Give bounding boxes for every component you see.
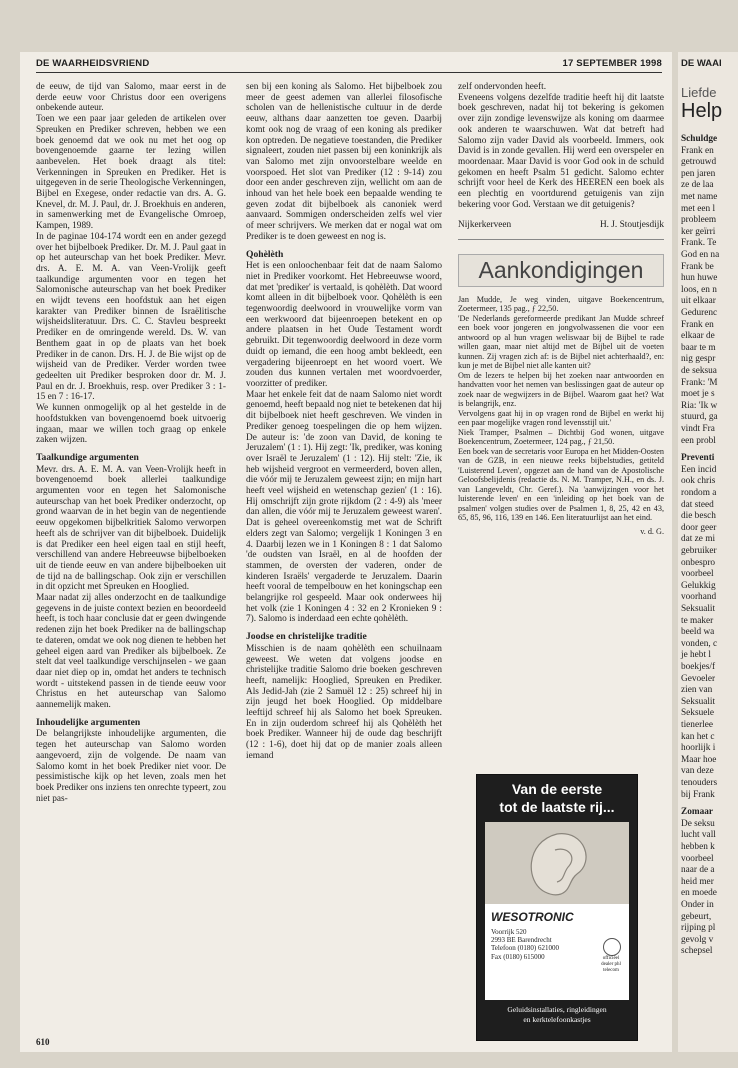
paragraph: Maar het enkele feit dat de naam Salomo niet wordt genoemd, heeft bepaald nog niet te betekenen dat hij dit bijbelboek niet heeft geschreven. We vinden in Prediker genoeg toespelingen die op hem wijzen. De auteur is: 'de zoon van David, de koning te Jeruzalem' (1 : 1). Hij zegt: 'Ik, prediker, was koning over Israël te Jeruzalem' (1 : 12). Hij stelt: 'Zie, ik heb wijsheid vergroot en vermeerderd, boven allen, die vóór mij te Jeruzalem geweest zijn; en mijn hart heeft veel wijsheid en wetenschap gezien' (1 : 16). Hij omschrijft zijn grote rijkdom (2 : 4-9) als 'meer dan allen, die vóór mij te Jeruzalem geweest waren'. Dat is geheel overeenkomstig met wat de Schrift elders zegt van Salomo; vergelijk 1 Koningen 3 en 4. Daarbij lezen we in 1 Koningen 8 : 1 dat Salomo 'de oudsten van Israël, en al de hoofden der stammen, de oversten der vaderen, onder de kinderen Israëls' vergaderde te Jeruzalem. Daarin heeft vooral de tempelbouw en het koningschap een belangrijke rol gespeeld. Maar ook onderwees hij het volk (zie 1 Koningen 4 : 32 en 2 Kronieken 9 : 7). Salomo is inderdaad een echte qohèlèth. xyxy=(246,389,442,625)
announcements xyxy=(458,295,664,538)
next-page-line: tenouders xyxy=(681,778,718,788)
paragraph: In de paginae 104-174 wordt een en ander gezegd over het bijbelboek Prediker. Dr. M. J. Paul gaat in op het auteurschap van het boek Prediker. Mevr. drs. A. E. M. A. van Veen-Vrolijk geeft taalkundige argumenten voor en tegen het Salomonische auteurschap van het boek Prediker en wijdt tevens een hoofdstuk aan het eigen karakter van Prediker binnen de Israëlitische wijsheidsliteratuur. Drs. C. C. Stavleu bespreekt Prediker en de omringende wereld. Ds. W. van Benthem gaat in op de plaats van het boek Prediker in de canon. Drs. H. J. de Bie wijst op de wijsheid van de Prediker. Verder worden twee gedeelten uit Prediker besproken door dr. M. J. Paul en dr. J. Broekhuis, resp. over Prediker 3 : 1-15 en 7 : 16-17. xyxy=(36,231,226,403)
next-page-line: bij Frank xyxy=(681,789,715,800)
announcement-item: Jan Mudde, Je weg vinden, uitgave Boekencentrum, Zoetermeer, 135 pag., ƒ 22,50. xyxy=(458,294,664,314)
next-page-line: je hebt l xyxy=(681,650,711,661)
announcements-title: Aankondigingen xyxy=(458,254,664,287)
next-page-line: nig gespr xyxy=(681,354,716,365)
next-page-line: Seksuele xyxy=(681,708,715,719)
brand-logo: WESOTRONIC xyxy=(491,910,574,924)
next-page-line: en moede xyxy=(681,888,717,899)
column-3 xyxy=(458,82,664,538)
column-2 xyxy=(246,82,442,762)
next-page-line: vindt Fra xyxy=(681,424,715,434)
next-page-line: loos, en n xyxy=(681,284,717,295)
next-page-line: voorbeel xyxy=(681,569,714,580)
paragraph: De belangrijkste inhoudelijke argumenten, die tegen het auteurschap van Salomo worden aangevoerd, zijn de volgende. De naam van Salomo komt in het boek Prediker niet voor. De pessimistische kijk op het leven, zoals men het boek Prediker ons inziens ten onrechte typeert, zou niet pas- xyxy=(36,729,227,804)
next-page-line: Gelukkig xyxy=(681,580,716,591)
announcement-item: 'De Nederlands gereformeerde predikant Jan Mudde schreef een boek voor jongeren en jongvolwassenen die voor een antwoord op al hun vragen weliswaar bij de Bijbel te rade willen gaan, maar niet altijd met de Bijbel uit de voeten kunnen. Zij vragen zich af: is de Bijbel niet achterhaald?, en: kun je met de Bijbel niet alle kanten uit? xyxy=(458,313,664,371)
next-page-line: onbespro xyxy=(681,557,716,568)
ad-headline-line: Van de eerste xyxy=(511,781,603,797)
paragraph: de eeuw, de tijd van Salomo, maar eerst in de derde eeuw voor Christus door een overigens onbekende auteur. xyxy=(36,82,226,114)
next-page-line: gebruiker xyxy=(681,546,717,556)
next-page-line: Schuldge xyxy=(681,134,718,144)
paragraph: Mevr. drs. A. E. M. A. van Veen-Vrolijk heeft in bovengenoemd boek allerlei taalkundige argumenten voor en tegen het Salomonische auteurschap van het boek Prediker onderzocht, op grond waarvan de in het begin van de negentiende eeuw opgekomen bijbelkritiek Salomo verworpen heeft als de schrijver van dit bijbelboek. Duidelijk is dat Prediker een heel eigen taal en stijl heeft, verschillend van andere Hebreeuwse bijbelboeken uit de tiende eeuw en van andere bijbelboeken uit de tijd na de ballingschap. Ook zijn er verschillen in dit opzicht met Spreuken en Hooglied. xyxy=(36,464,226,593)
next-page-line: Liefde xyxy=(681,85,717,100)
next-page-line: hebben k xyxy=(681,842,715,852)
next-page-line: uit elkaar xyxy=(681,296,716,307)
next-page-line: Maar hoe xyxy=(681,754,717,765)
next-page-line: boekjes/f xyxy=(681,662,716,672)
ad-headline xyxy=(477,775,637,816)
ad-headline-line: tot de laatste rij... xyxy=(499,799,615,815)
next-page-line: ze de laa xyxy=(681,180,714,191)
signature-place: Nijkerkerveen xyxy=(458,220,512,231)
address-line: Telefoon (0180) 621000 xyxy=(491,944,559,953)
ad-footer-line: Geluidsinstallaties, ringleidingen xyxy=(507,1005,607,1014)
next-page-line: lucht vall xyxy=(681,830,716,841)
next-page-line: Frank en xyxy=(681,145,714,156)
next-page-line: Zomaar xyxy=(681,807,714,818)
next-page-line: schepsel xyxy=(681,946,713,957)
next-page-line: baar te m xyxy=(681,342,716,353)
announcement-item: Vervolgens gaat hij in op vragen rond de Bijbel en werkt hij een paar mogelijke vragen rond levensstijl uit.' xyxy=(458,408,664,428)
next-page-line: Frank. Te xyxy=(681,238,717,249)
next-page-header: DE WAAI xyxy=(681,58,722,69)
next-page-line: te maker xyxy=(681,615,714,626)
paragraph: zelf ondervonden heeft. xyxy=(458,82,547,92)
next-page-line: Frank en xyxy=(681,319,714,330)
next-page-line: dat steed xyxy=(681,499,714,510)
dealer-seal-icon xyxy=(603,938,621,956)
paragraph: Het is een onloochenbaar feit dat de naam Salomo niet in Prediker voorkomt. Het Hebreeuwse woord, dat met 'prediker' is vertaald, is qohèlèth. Dat woord komt alleen in dit bijbelboek voor. Qohèlèth is een tegenwoordig deelwoord in vrouwelijke vorm van een werkwoord dat bijeenroepen betekent en op andere plaatsen in het Oude Testament wordt gebruikt. Dit tegenwoordig deelwoord in deze vorm duidt op iemand, die een hoog ambt bekleedt, een vergadering bijeenroept en het woord voert. We zouden dus kunnen vertalen met woordvoerder, voorzitter of prediker. xyxy=(246,261,442,389)
next-page-edge xyxy=(678,52,738,1052)
next-page-line: ker geïrri xyxy=(681,226,716,237)
next-page-line: elkaar de xyxy=(681,331,715,342)
next-page-line: ook chris xyxy=(681,476,716,487)
next-page-line: Frank be xyxy=(681,261,714,272)
paragraph: Toen we een paar jaar geleden de artikelen over Spreuken en Prediker schreven, hebben we een boek genoemd dat we ook nu met het oog op bovengenoemde gaarne ter lezing willen aanbevelen. Het boek draagt als titel: Verkenningen in Spreuken en Prediker. Het is uitgegeven in de serie Theologische Verkenningen, Bijbel en Exegese, onder redactie van drs. A. G. Knevel, dr. M. J. Paul, dr. J. Broekhuis en anderen, in samenwerking met de Evangelische Omroep, Kampen, 1989. xyxy=(36,114,226,232)
address-line: Fax (0180) 615000 xyxy=(491,952,545,961)
next-page-line: dat ze mi xyxy=(681,534,716,545)
ear-image xyxy=(485,822,629,904)
next-page-line: Gedurenc xyxy=(681,308,718,318)
paragraph: Misschien is de naam qohèlèth een schuilnaam geweest. We weten dat volgens joodse en christelijke traditie Salomo drie boeken geschreven heeft, namelijk: Hooglied, Spreuken en Prediker. Als Jedid-Jah (zie 2 Samuël 12 : 25) schreef hij in zijn jeugd het boek Hooglied. Op middelbare leeftijd schreef hij als Salomo het boek Spreuken. En in zijn ouderdom schreef hij als Qohèlèth het boek Prediker. Wanneer hij de oude dag beschrijft (12 : 1-6), doet hij dat op de manier zoals alleen iemand xyxy=(246,643,442,761)
next-page-line: rondom a xyxy=(681,488,717,498)
next-page-line: kan het c xyxy=(681,731,715,742)
dealer-seal-text: officiëel dealer phl telecom xyxy=(601,956,621,973)
publication-name: DE WAARHEIDSVRIEND xyxy=(36,58,150,69)
next-page-line: pen jaren xyxy=(681,168,716,179)
next-page-line: hun huwe xyxy=(681,273,718,284)
advertisement xyxy=(476,774,638,1041)
announcement-item: Om de lezers te helpen bij het zoeken naar antwoorden en handvatten voor het nemen van beslissingen gaat de auteur op zoek naar de wegwijzers in de Bijbel. Waarom gaat het? Wat is belangrijk, enz. xyxy=(458,370,664,409)
next-page-line: de seksua xyxy=(681,366,717,376)
next-page-line: Frank: 'M xyxy=(681,377,718,388)
announcement-item: Een boek van de secretaris voor Europa en het Midden-Oosten van de GZB, in een nieuwe reeks bijbelstudies, getiteld 'Luisterend Leven', opgezet aan de hand van de Apostolische Geloofsbelijdenis (redactie ds. N. M. Tramper, N.H., en ds. J. van Langeveldt, Chr. Geref.). Na 'aanwijzingen voor het luisterende leven' en een 'inleiding op het boek van de psalmen' volgen studies over de Psalmen 1, 8, 25, 42 en 43, 65, 85, 96, 116, 139 en 146. Een literatuurlijst aan het eind. xyxy=(458,446,664,523)
next-page-line: Gevoeler xyxy=(681,673,716,684)
next-page-line: tienerlee xyxy=(681,720,713,730)
next-page-line: van deze xyxy=(681,766,714,777)
page-number: 610 xyxy=(36,1037,50,1047)
next-page-line: vonden, c xyxy=(681,638,718,649)
next-page-line: God en na xyxy=(681,250,720,260)
magazine-page xyxy=(20,52,672,1052)
next-page-line: Ria: 'Ik w xyxy=(681,400,718,411)
next-page-line: heid mer xyxy=(681,876,714,887)
address-line: 2993 BE Barendrecht xyxy=(491,936,552,945)
section-heading: Inhoudelijke argumenten xyxy=(36,716,141,728)
next-page-line: gevolg v xyxy=(681,934,714,945)
column-1 xyxy=(36,82,226,804)
paragraph: sen bij een koning als Salomo. Het bijbelboek zou meer de geest ademen van allerlei filosofische scholen van de hellenistische cultuur in de derde eeuw, althans daar aanzetten toe geven. Daarbij komt ook nog de vraag of een koning als prediker kon optreden. De negatieve toestanden, die Prediker signaleert, zouden niet passen bij een koninkrijk als van Salomo met zijn onvoorstelbare weelde en voorspoed. Het slot van Prediker (12 : 9-14) zou door een ander geschreven zijn, wellicht om aan de inhoud van het hele boek een bepaalde wending te geven zodat dit bijbelboek als canoniek werd aanvaard. Sommigen onderscheiden zelfs wel vier of meer schrijvers. We merken dat er nogal wat om Prediker is te doen geweest en nog is. xyxy=(246,82,442,242)
next-page-line: Onder in xyxy=(681,900,714,910)
next-page-line: getrouwd xyxy=(681,157,717,168)
next-page-line: Seksualit xyxy=(681,696,716,707)
ad-footer-line: en kerktelefoonkastjes xyxy=(523,1015,591,1024)
next-page-line: die besch xyxy=(681,511,716,522)
ear-icon xyxy=(485,822,629,904)
paragraph: We kunnen onmogelijk op al het gestelde in de hoofdstukken van bovengenoemd boek uitvoerig ingaan, maar we willen toch graag op enkele zaken wijzen. xyxy=(36,403,226,446)
next-page-line: moet je s xyxy=(681,389,715,400)
next-page-line: met een l xyxy=(681,203,716,214)
address-line: Voorrijk 520 xyxy=(491,928,527,936)
next-page-line: voorbeel xyxy=(681,853,714,864)
next-page-line: Seksualit xyxy=(681,604,716,614)
paragraph: Maar nadat zij alles onderzocht en de taalkundige gegevens in de juiste context bezien en beoordeeld heeft, is toch haar conclusie dat er geen dwingende redenen zijn het boek Prediker na de ballingschap te dateren, omdat we ook nog dienen te hebben het geheel eigen aard van Prediker als bijbelboek. Ze stelt dat veel taalkundige verschijnselen - we gaan daar niet diep op in, omdat het anders te technisch wordt - uitstekend passen in de tiende eeuw voor Christus en het auteurschap van Salomo aannemelijk maken. xyxy=(36,593,226,711)
next-page-line: stuurd, ga xyxy=(681,412,718,423)
next-page-line: rijping pl xyxy=(681,923,716,934)
section-heading: Joodse en christelijke traditie xyxy=(246,631,367,643)
divider xyxy=(458,239,664,240)
next-page-line: hoorlijk i xyxy=(681,743,716,754)
announcement-signature: v. d. G. xyxy=(640,526,664,536)
next-page-line: De seksu xyxy=(681,818,715,829)
next-page-line: beeld wa xyxy=(681,627,715,638)
ad-footer xyxy=(477,1000,637,1030)
paragraph: Eveneens volgens dezelfde traditie heeft hij dit laatste boek geschreven, nadat hij tot bekering is gekomen over zijn zondige levenswijze als koning om daarmee ook anderen te waarschuwen. Wat dat betreft had Salomo zijn vader David als voorbeeld. Immers, ook David is in zonde gevallen. Hij werd een overspeler en moordenaar. Maar David is voor God ook in de schuld gekomen en heeft Psalm 51 gedicht. Salomo echter schrijft voor heel de Kerk des HEEREN een boek als een plechtig en voortdurend getuigenis van zijn bekering voor God. Verstaan we dit getuigenis? xyxy=(458,92,664,210)
issue-date: 17 SEPTEMBER 1998 xyxy=(562,58,662,69)
announcement-item: Niek Tramper, Psalmen – Dichtbij God wonen, uitgave Boekencentrum, Zoetermeer, 124 pag., ƒ 21,50. xyxy=(458,427,664,447)
next-page-line: Een incid xyxy=(681,464,717,475)
next-page-line: Help xyxy=(681,100,723,122)
next-page-line: Preventi xyxy=(681,453,715,464)
next-page-line: naar de a xyxy=(681,865,715,876)
section-heading: Qohèlèth xyxy=(246,248,284,260)
ad-contact-panel xyxy=(485,904,629,1000)
next-page-line: met name xyxy=(681,192,718,202)
signature-name: H. J. Stoutjesdijk xyxy=(599,220,664,231)
next-page-line: een probl xyxy=(681,435,716,446)
author-signature xyxy=(458,220,664,231)
next-page-line: voorhand xyxy=(681,592,717,603)
next-page-line: door geer xyxy=(681,522,717,533)
next-page-line: probleem xyxy=(681,215,717,226)
next-page-line: zien van xyxy=(681,685,713,696)
section-heading: Taalkundige argumenten xyxy=(36,451,139,463)
next-page-line: gebeurt, xyxy=(681,911,712,922)
running-header xyxy=(36,58,662,73)
